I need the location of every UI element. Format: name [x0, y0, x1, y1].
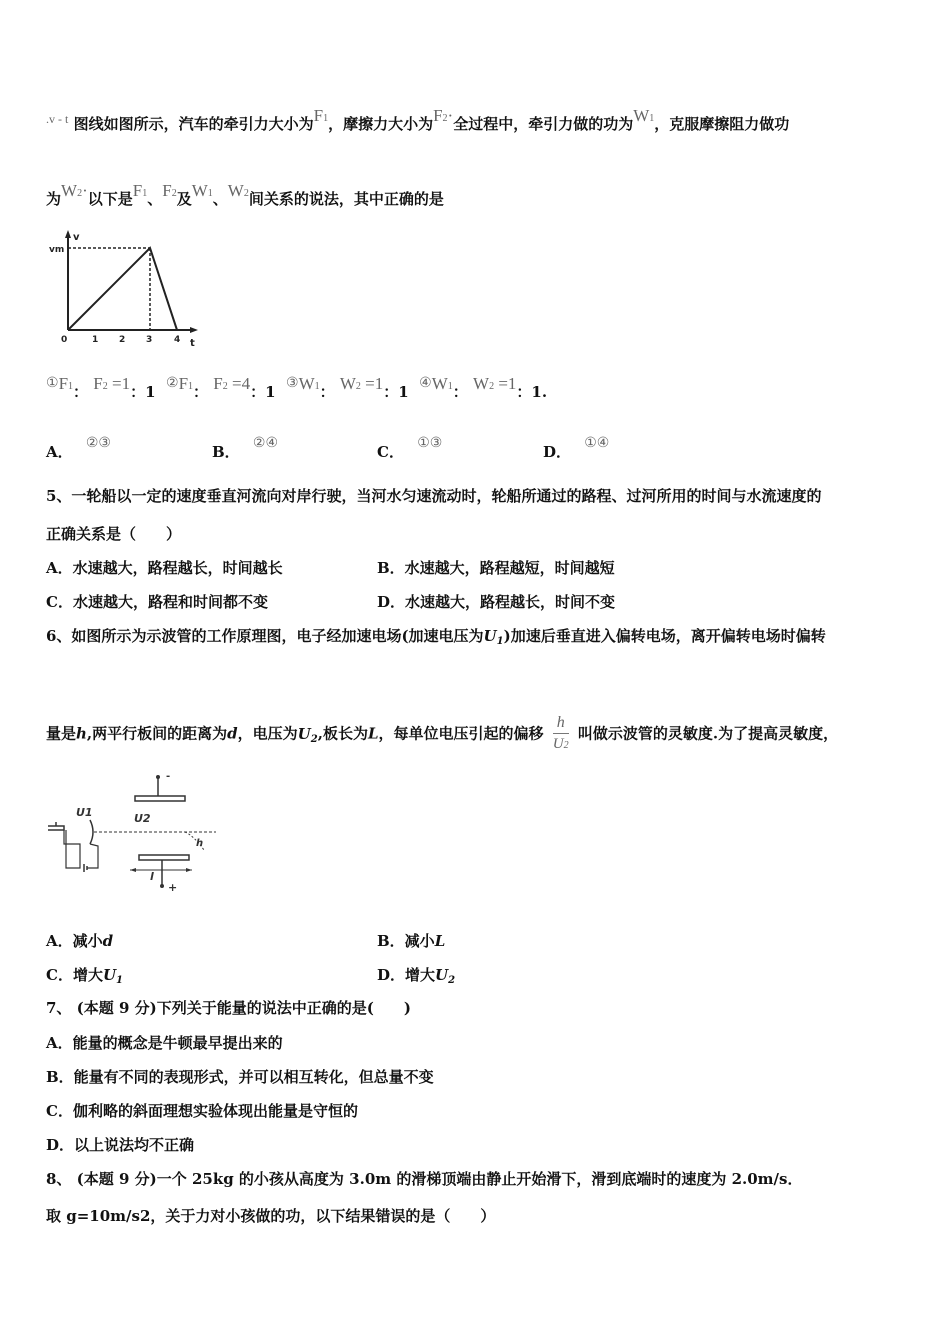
- q6-text: 叫做示波管的灵敏度.为了提高灵敏度，: [577, 724, 839, 743]
- option-letter: D．: [543, 443, 572, 461]
- q6-text: ,板长为: [317, 724, 368, 743]
- length-arrow-left: [130, 868, 136, 872]
- vt-graph: [44, 228, 204, 348]
- label-U2: U2: [134, 812, 151, 825]
- circled-2: ②: [166, 375, 179, 391]
- accel-anode: [90, 820, 93, 844]
- q6-text: 6、如图所示为示波管的工作原理图，电子经加速电场(加速电压为: [46, 627, 484, 645]
- top-terminal: [156, 775, 160, 779]
- option-text: A．减小: [46, 932, 103, 950]
- symbol-W1: W1: [298, 374, 320, 393]
- option-value: ①④: [584, 435, 610, 451]
- symbol-W2: W2 =1: [339, 374, 384, 393]
- symbol-W1: W1: [633, 106, 655, 125]
- q4-sep: 、: [212, 190, 228, 208]
- q6-option-b[interactable]: [377, 930, 445, 951]
- q4-text: 全过程中，牵引力做的功为: [453, 115, 634, 133]
- symbol-W1: W1: [431, 374, 453, 393]
- q4-line2: [46, 181, 444, 212]
- colon: ：: [250, 383, 266, 401]
- circled-1: ①: [46, 375, 59, 391]
- q4-text: 图线如图所示，汽车的牵引力大小为: [73, 115, 314, 133]
- q6-text: )加速后垂直进入偏转电场，离开偏转电场时偏转: [503, 627, 826, 645]
- q4-text: ，克服摩擦阻力做功: [654, 115, 790, 133]
- q5-option-a[interactable]: A．水速越大，路程越长，时间越长: [46, 559, 283, 577]
- circuit-wire: [87, 844, 98, 868]
- fraction-h-over-U2: $\frac{h}{U2}$: [552, 714, 569, 752]
- symbol-U2: $U_2$: [297, 724, 318, 745]
- y-axis-arrow: [65, 230, 71, 238]
- colon: ：: [193, 383, 209, 401]
- label-U1: U1: [76, 806, 93, 819]
- circled-4: ④: [419, 375, 432, 391]
- symbol-F1: F1: [313, 106, 329, 125]
- colon: ：: [319, 383, 335, 401]
- q7-option-b[interactable]: B．能量有不同的表现形式，并可以相互转化，但总量不变: [46, 1068, 434, 1086]
- tick-3: 3: [146, 335, 153, 345]
- circuit-wire: [64, 830, 80, 868]
- option-text: C．增大: [46, 966, 103, 984]
- option-value: ②④: [252, 435, 279, 451]
- q4-statements: [46, 374, 548, 405]
- q6-text: ,两平行板间的距离为: [86, 724, 228, 743]
- colon: ：: [383, 383, 399, 401]
- q7-option-c[interactable]: C．伽利略的斜面理想实验体现出能量是守恒的: [46, 1102, 358, 1120]
- q4-option-b[interactable]: [212, 435, 279, 462]
- symbol-F2: F2·: [433, 106, 454, 125]
- ratio-value: 1: [145, 383, 156, 401]
- q6-option-c[interactable]: [46, 964, 123, 986]
- q6-option-a[interactable]: [46, 930, 113, 951]
- q4-line1: [46, 106, 790, 137]
- q6-text: ，每单位电压引起的偏移: [378, 724, 544, 743]
- top-terminal-minus: -: [166, 771, 171, 782]
- symbol-U2: $U_2$: [435, 966, 456, 986]
- colon: ：: [516, 383, 532, 401]
- q5-option-c[interactable]: C．水速越大，路程和时间都不变: [46, 593, 268, 611]
- symbol-L: L: [434, 932, 446, 950]
- label-h: h: [196, 838, 204, 849]
- tick-4: 4: [174, 335, 181, 345]
- colon: ：: [452, 383, 468, 401]
- ratio-value: 1.: [531, 383, 548, 401]
- option-letter: B．: [212, 443, 240, 461]
- label-l: l: [150, 870, 154, 883]
- symbol-h: h: [76, 724, 87, 743]
- symbol-U1: $U_1$: [483, 627, 504, 647]
- symbol-W2: W2 =1: [473, 374, 517, 393]
- symbol-F2: F2 =4: [213, 374, 251, 393]
- option-text: D．增大: [377, 966, 436, 984]
- q4-text: 及: [176, 190, 192, 208]
- q6-option-d[interactable]: [377, 964, 455, 986]
- ratio-value: 1: [265, 383, 276, 401]
- ratio-value: 1: [398, 383, 409, 401]
- q8-stem: 取 g=10m/s2，关于力对小孩做的功，以下结果错误的是（ ）: [46, 1207, 496, 1225]
- q4-sep: 、: [147, 190, 163, 208]
- q4-option-d[interactable]: [543, 435, 610, 462]
- q7-stem: 7、 (本题 9 分)下列关于能量的说法中正确的是( ): [46, 999, 411, 1017]
- q5-stem: 正确关系是（ ）: [46, 525, 182, 543]
- option-text: B．减小: [377, 932, 435, 950]
- q4-option-c[interactable]: [377, 435, 443, 462]
- q4-option-a[interactable]: [46, 435, 111, 462]
- q6-text: 量是: [46, 724, 77, 743]
- symbol-d: d: [227, 724, 238, 743]
- q4-text: ，摩擦力大小为: [328, 115, 434, 133]
- t-label: t: [190, 338, 195, 348]
- option-value: ②③: [85, 435, 111, 451]
- q7-option-d[interactable]: D．以上说法均不正确: [46, 1136, 195, 1154]
- q4-text: 间关系的说法，其中正确的是: [248, 190, 444, 208]
- symbol-W1: W1: [191, 181, 213, 200]
- symbol-d: d: [102, 932, 114, 950]
- q8-stem: 8、 (本题 9 分)一个 25kg 的小孩从高度为 3.0m 的滑梯顶端由静止开始滑下，滑到底端时的速度为 2.0m/s．: [46, 1170, 803, 1188]
- q6-text: ，电压为: [237, 724, 298, 743]
- colon: ：: [130, 383, 146, 401]
- option-letter: A．: [46, 443, 73, 461]
- v-label: v: [73, 232, 80, 243]
- q6-stem: [46, 626, 826, 652]
- electron-gun: [48, 822, 64, 830]
- q5-stem: 5、一轮船以一定的速度垂直河流向对岸行驶，当河水匀速流动时，轮船所通过的路程、过河所用的时间与水流速度的: [46, 487, 822, 505]
- colon: ：: [73, 383, 89, 401]
- symbol-F2: F2: [162, 181, 177, 200]
- length-arrow-right: [186, 868, 192, 872]
- upper-plate: [135, 796, 185, 801]
- vm-label: vm: [49, 245, 65, 255]
- q4-text: 以下是: [87, 190, 133, 208]
- q6-stem: [46, 713, 838, 756]
- symbol-L: L: [367, 724, 379, 743]
- symbol-U1: $U_1$: [102, 966, 124, 986]
- q5-option-b[interactable]: B．水速越大，路程越短，时间越短: [377, 559, 615, 577]
- symbol-W2: W2: [227, 181, 249, 200]
- option-letter: C．: [377, 443, 404, 461]
- q7-option-a[interactable]: A．能量的概念是牛顿最早提出来的: [46, 1034, 283, 1052]
- circled-3: ③: [286, 375, 299, 391]
- symbol-F1: F1: [58, 374, 74, 393]
- symbol-F1: F1: [132, 181, 148, 200]
- symbol-F2: F2 =1: [93, 374, 131, 393]
- q4-text: 为: [46, 190, 62, 208]
- q5-option-d[interactable]: D．水速越大，路程越长，时间不变: [377, 593, 616, 611]
- x-axis-arrow: [190, 327, 198, 333]
- velocity-line: [68, 248, 177, 330]
- bottom-terminal: [160, 884, 164, 888]
- oscilloscope-diagram: [44, 770, 224, 895]
- symbol-F1: F1: [178, 374, 194, 393]
- option-value: ①③: [417, 435, 443, 451]
- symbol-W2: W2·: [61, 181, 88, 200]
- tick-0: 0: [61, 335, 68, 345]
- lower-plate: [139, 855, 189, 860]
- tick-1: 1: [92, 335, 99, 345]
- tick-2: 2: [119, 335, 126, 345]
- vt-prefix: .v - t: [46, 112, 69, 126]
- bottom-terminal-plus: +: [168, 881, 178, 894]
